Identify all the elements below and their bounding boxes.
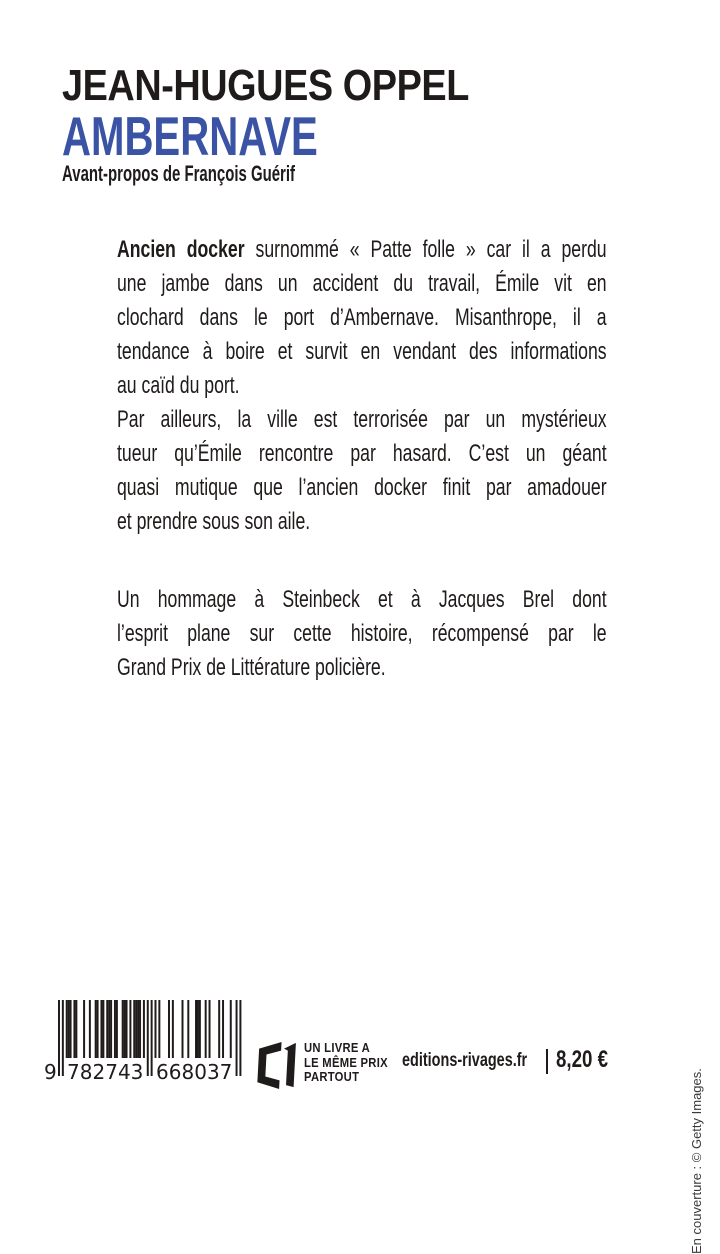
synopsis-paragraph	[117, 233, 607, 403]
synopsis-line: Ancien docker surnommé « Patte folle » car il a perdu	[117, 236, 607, 263]
book-title: AMBERNAVE	[62, 105, 318, 167]
synopsis-paragraph	[117, 403, 607, 539]
synopsis-line: au caïd du port.	[117, 372, 240, 399]
price-logo-line2: LE MÊME PRIX	[304, 1055, 388, 1070]
synopsis-line: et prendre sous son aile.	[117, 508, 311, 535]
synopsis	[117, 233, 607, 685]
foreword-credit: Avant-propos de François Guérif	[62, 161, 296, 186]
livre-prix-unique-logo	[252, 1036, 392, 1092]
synopsis-line: Grand Prix de Littérature policière.	[117, 654, 386, 681]
price-logo-line3: PARTOUT	[304, 1070, 360, 1084]
price-logo-line1: UN LIVRE A	[304, 1041, 371, 1055]
synopsis-line: Par ailleurs, la ville est terrorisée par un mystérieux	[117, 406, 607, 433]
synopsis-lead-bold: Ancien docker	[117, 236, 256, 263]
ean13-barcode	[44, 1000, 254, 1088]
synopsis-line: une jambe dans un accident du travail, Émile vit en	[117, 270, 607, 297]
author-name: JEAN-HUGUES OPPEL	[62, 61, 469, 110]
barcode-digits-left: 7 8 2 7 4 3	[67, 1060, 144, 1084]
synopsis-line: Un hommage à Steinbeck et à Jacques Brel dont	[117, 586, 607, 613]
synopsis-line: quasi mutique que l’ancien docker finit par amadouer	[117, 474, 607, 501]
publisher-website: editions-rivages.fr	[402, 1050, 528, 1071]
synopsis-line: l’esprit plane sur cette histoire, récompensé par le	[117, 620, 607, 647]
synopsis-line: tendance à boire et survit en vendant des informations	[117, 338, 607, 365]
synopsis-line: tueur qu’Émile rencontre par hasard. C’est un géant	[117, 440, 607, 467]
cover-photo-credit: En couverture : © Getty Images.	[689, 1068, 704, 1254]
synopsis-line: clochard dans le port d’Ambernave. Misanthrope, il a	[117, 304, 607, 331]
price-separator	[546, 1049, 548, 1074]
barcode-digits-right: 6 6 8 0 3 7	[156, 1060, 233, 1084]
open-book-icon	[252, 1038, 300, 1092]
price: 8,20 €	[556, 1046, 609, 1073]
synopsis-paragraph	[117, 583, 607, 685]
barcode-digit-first: 9	[44, 1060, 57, 1084]
